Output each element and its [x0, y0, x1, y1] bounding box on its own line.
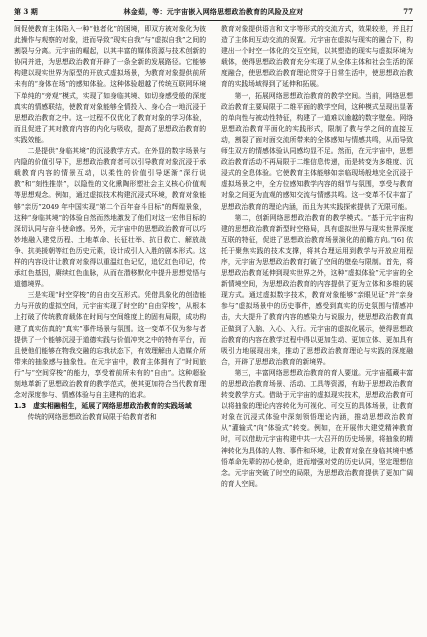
- issue-number: 第 3 期: [14, 7, 38, 16]
- page-number: 77: [403, 7, 413, 16]
- right-column: [221, 24, 413, 632]
- paragraph-continued: 间促使教育主体陷入一种“他者化”的困境，即双方被对象化为彼此操作与观察的对象，进而导致“现实自我”与“虚拟自我”之间的割裂与分离。元宇宙的崛起，以其丰富的媒体资源与技术创新的协同并进，为思想政治教育开辟了一条全新的发展路径。它能够构建以现实世界为原型的开放式虚拟场景，为教育对象提供前所未有的“身体在场”的感知体验。这种体验超越了传统互联网环境下单纯的“旁观”模式，实现了如身临其境、如切身感受般的深度真实的情感联结，使教育对象能够全情投入、身心合一地沉浸于思想政治教育之中。这一过程不仅优化了教育对象的学习体验，而且促进了其对教育内容的内化与吸收，提高了思想政治教育的实践效能。: [14, 25, 206, 144]
- header-rule: [14, 20, 413, 21]
- paragraph-teaching-space: 第一，拓展网络思想政治教育的教学空间。当前，网络思想政治教育主要局限于二维平面的教学空间，这种模式呈现出显著的单向性与被动性特征，构建了一道难以逾越的数字壁垒。网络思想政治教育平面化的实践形式，限制了教与学之间的直接互动，割裂了面对面交流所带来的全体感知与情感共鸣，从而导致师生双方的情感体验认同感均显不足。然而，在元宇宙中，思想政治教育活动不再局限于二维信息传递，而是转变为多维度、沉浸式的全息体验。它使教育主体能够如亲临现场般地完全沉浸于虚拟场景之中，全方位感知教学内容的细节与氛围，享受与教育对象之间更为直观的感知交流与情感共鸣。这一变革不仅丰富了思想政治教育的理论内涵，而且为其实践探索提供了无限可能。: [221, 91, 413, 211]
- paragraph-practice-field: 传统的网络思想政治教育局限于给教育者和: [27, 413, 157, 422]
- paragraph-time-space-travel: 三是实现“时空穿梭”的自由交互形式。凭借具象化的创造能力与开放的虚拟空间，元宇宙实现了时空的“自由穿梭”，从根本上打破了传统教育载体在时间与空间维度上的固有局限，成功构建了真实仿真的“真实”事件场景与氛围。这一变革不仅为参与者提供了一个能够沉浸于道德实践与价值冲突之中的特有平台，而且使他们能够在物我交融的忘我状态下，有效理解由人造媒介所带来的抽象感与抽象性。在元宇宙中，教育主体拥有了“时间旅行”与“空间穿梭”的能力，享受着前所未有的“自由”。这种超验刻地革新了思想政治教育的教学范式，使其更加符合当代教育理念对深度参与、情感体验与自主建构的追求。: [14, 291, 206, 400]
- running-title: 林金茹，等：元宇宙嵌入网络思想政治教育的风险及应对: [123, 7, 304, 16]
- section-heading: 1.3 虚实相融相生，延展了网络思想政治教育的实践场域: [14, 402, 192, 411]
- paragraph-teaching-mode: 第二，创新网络思想政治教育的教学模式。“基于元宇宙构建的思想政治教育新型时空格局，具有虚拟世界与现实世界深度互联的特征，促进了思想政治教育场景演化的前瞻方向。”[6] 依托于聚焦实践的技术支撑，将其合理运用到教学与开放应用程序，元宇宙为思想政治教育打破了空间的壁垒与限制。首先，将思想政治教育延伸到现实世界之外，这种“虚拟体验”元宇宙的全新情境空间，为思想政治教育的内容提供了更为立体和多维的展现方式。通过虚拟数字技术，教育对象能够“亲眼见证”并“亲身参与”虚拟场景中的历史事件，感受到真实的历史氛围与情感冲击，大大提升了教育内容的感染力与说服力，使思想政治教育真正做到了入脑、入心、入行。元宇宙的虚拟化展示，使得思想政治教育的内容在教学过程中得以更加生动、更加立体、更加具有吸引力地展现出来，推动了思想政治教育理论与实践的深度融合，开辟了思想政治教育的新境界。: [221, 213, 413, 366]
- paragraph-education-channels: 第三，丰富网络思想政治教育的育人要道。元宇宙蕴藏丰富的思想政治教育场景、活动、工具等资源，有助于思想政治教育转变教学方式。借助于元宇宙的虚拟现实技术，思想政治教育可以将抽象的理论内容转化为可视化、可交互的具体场景，让教育对象在沉浸式体验中深刻领悟理论内涵，推动思想政治教育从“灌输式”向“体验式”转变。例如，在开展伟大建党精神教育时，可以借助元宇宙构建中共一大召开的历史场景，将抽象的精神转化为具体的人物、事件和环境，让教育对象在身临其境中感悟革命先辈的初心使命，进而增强对党的历史认同，坚定理想信念。元宇宙突破了时空的局限，为思想政治教育提供了更加广阔的育人空间。: [221, 368, 413, 488]
- paragraph-continued-right: 教育对象提供语言和文字等形式的交流方式，效果较差，并且打造了主体间互动交流的误置。元宇宙在虚拟与现实的融合下，构建出一个时空一体化的交互空间，以其塑造的现实与虚拟环境为载体，使得思想政治教育充分实现了从全体主体和社会生活的深度融合，使思想政治教育理论贯穿于日常生活中，使思想政治教育的实践场域得到了延伸和拓展。: [221, 25, 413, 89]
- paragraph-immersive-teaching: 二是提供“身临其境”的沉浸教学方式。在外显的数字场景与内隐的价值引导下，思想政治教育者可以引导教育对象沉浸于承载教育内容的情景互动，以柔性的价值引导逐渐“深行说教”和“刻性推崇”，以隐性的文化熏陶形塑社会主义核心价值观等思想观念。例如，通过虚拟技术构建沉浸式环境，教育对象能够“亲历”2049 年中国实现“第二个百年奋斗目标”的辉煌景象，这种“身临其境”的体验自然而然地激发了他们对这一宏伟目标的深切认同与奋斗使命感。另外，元宇宙中的思想政治教育可以巧妙地融入建党历程、土地革命、长征壮举、抗日救亡、解放战争、抗美援朝等红色历史元素，设计成引人入胜的剧本形式。这样的内容设计让教育对象得以重温红色记忆，追忆红色印记，传承红色基因，赓续红色血脉，从而在潜移默化中提升思想觉悟与道德境界。: [14, 147, 206, 289]
- running-header: [14, 6, 413, 18]
- left-column: [14, 24, 206, 632]
